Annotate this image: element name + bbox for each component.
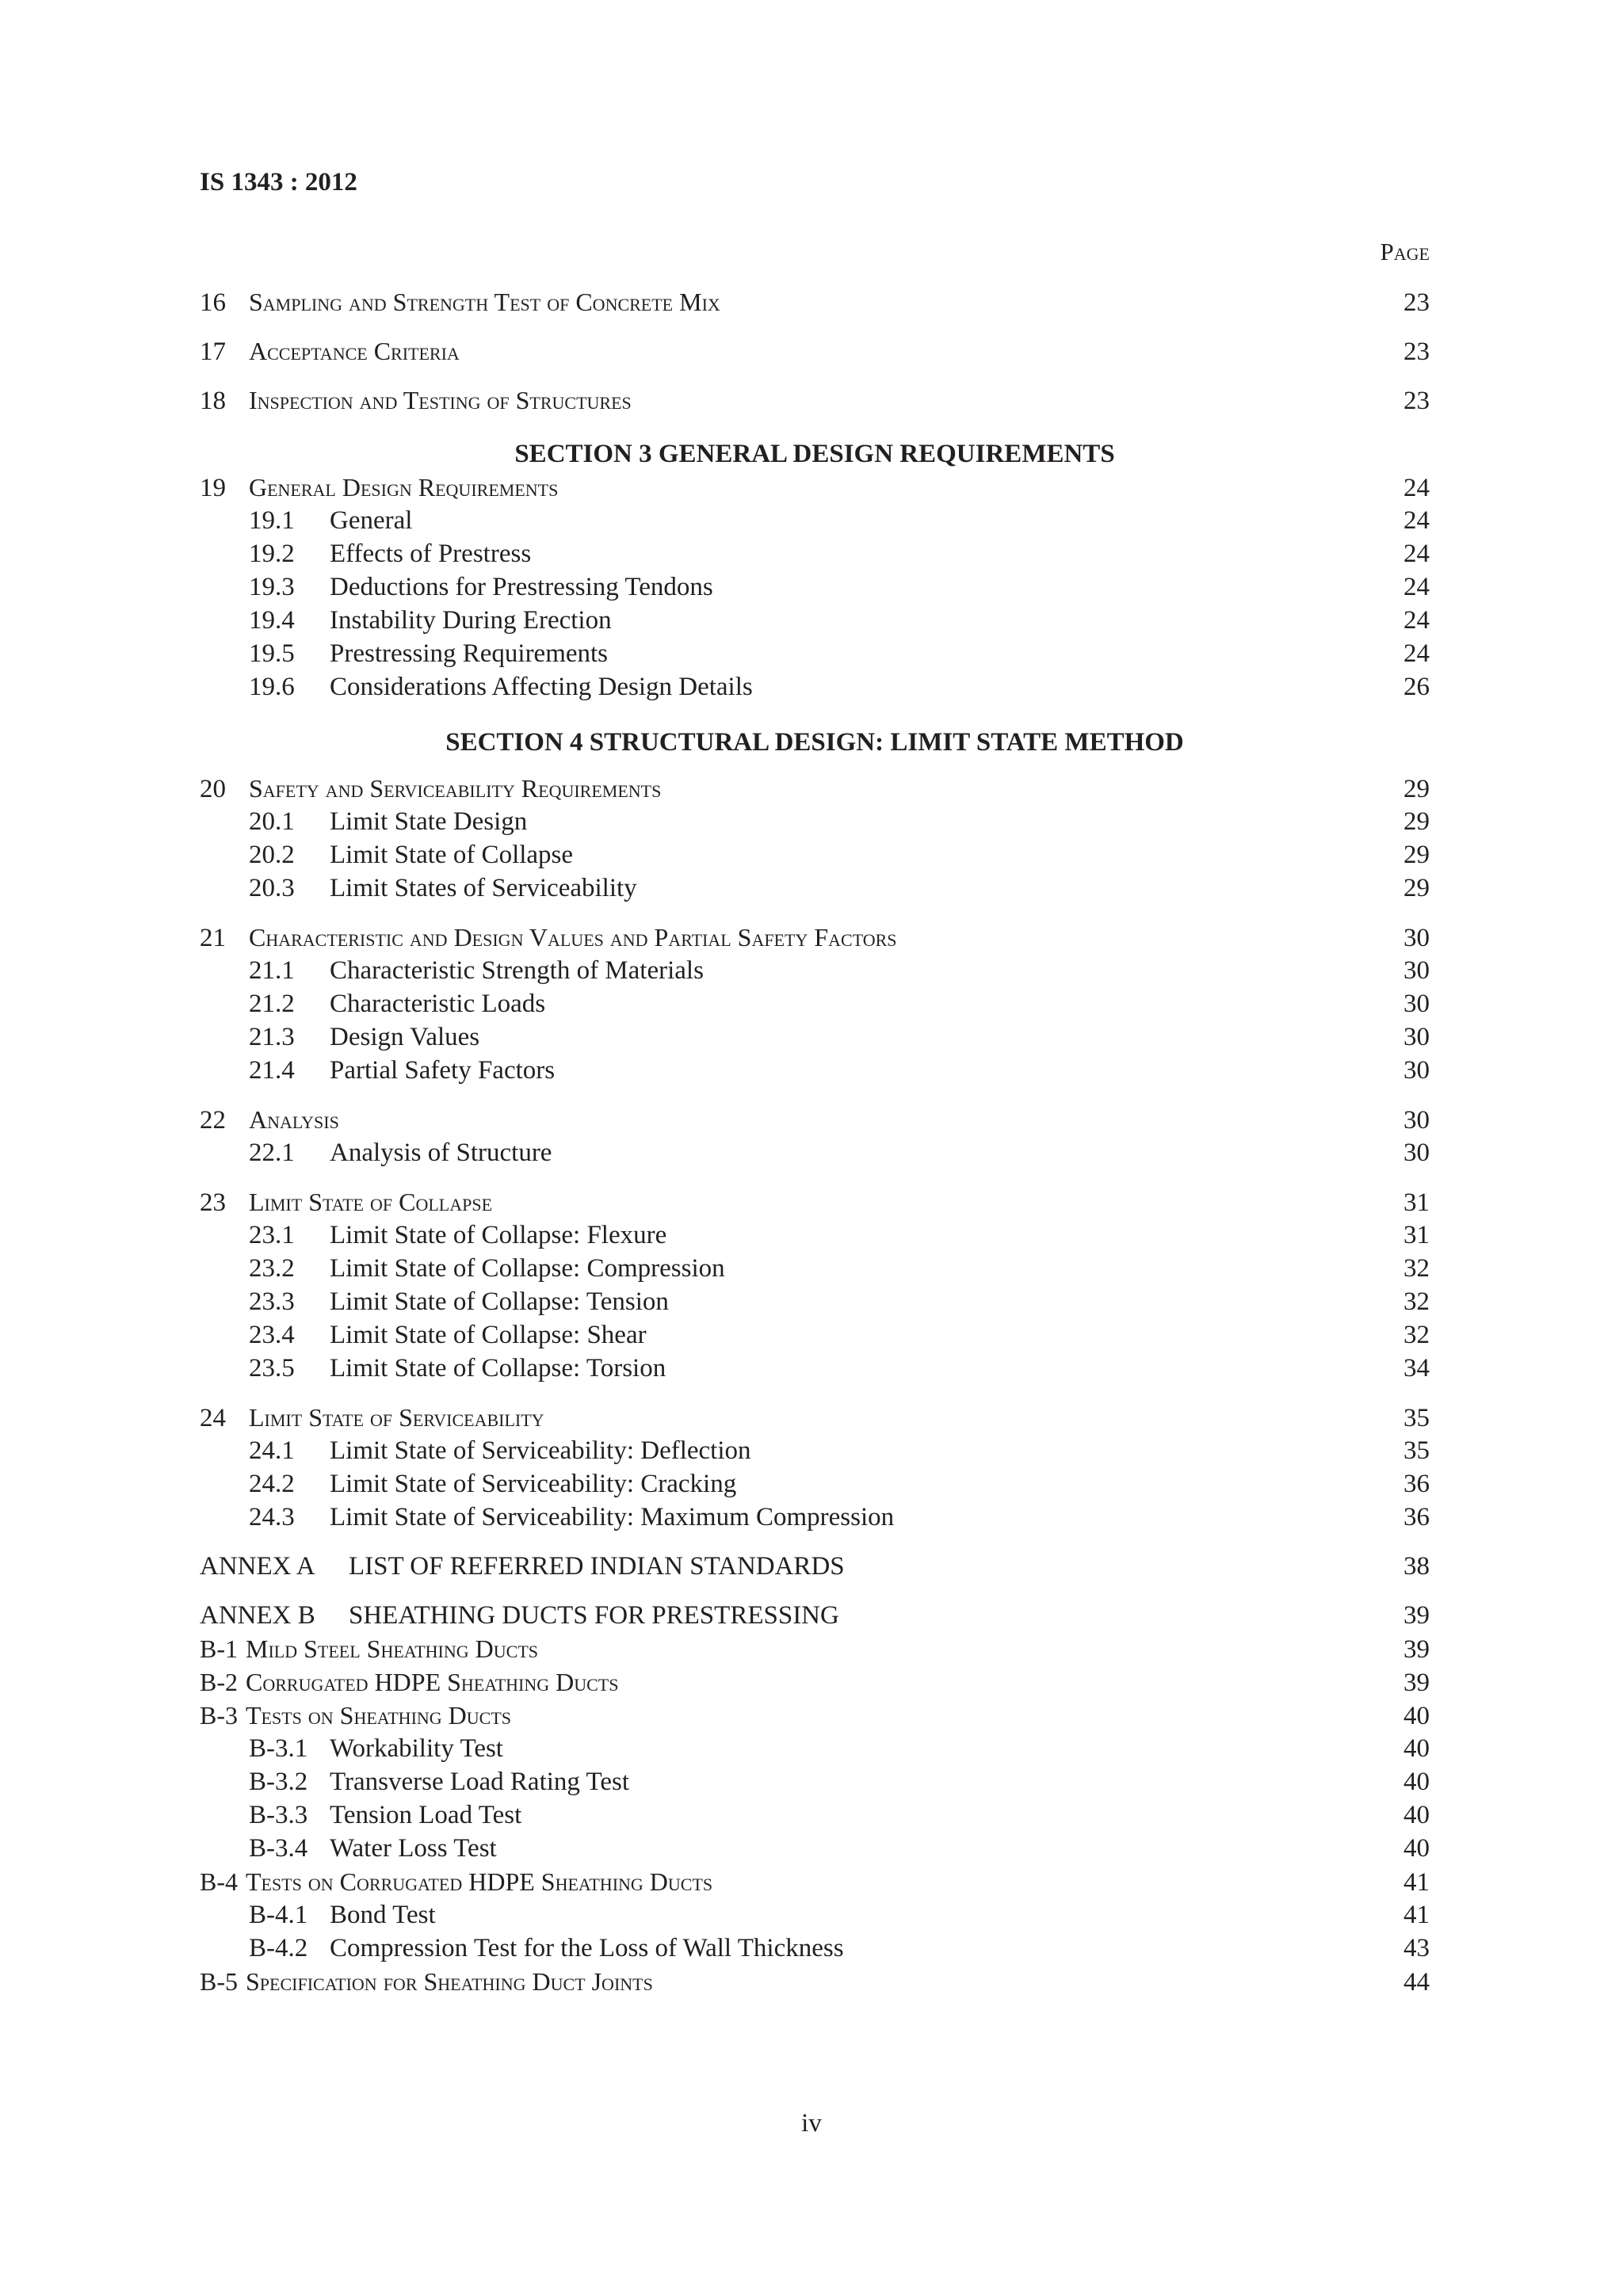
toc-entry-b-4[interactable]	[200, 1865, 1430, 1898]
toc-subentry-21.2[interactable]	[200, 987, 1430, 1020]
subentry-title: Limit State of Serviceability: Cracking	[330, 1470, 737, 1498]
toc-subentry-b-3.3[interactable]	[200, 1798, 1430, 1832]
toc-entry-19[interactable]	[200, 471, 1430, 504]
entry-title: Tests on Corrugated HDPE Sheathing Ducts	[246, 1867, 713, 1896]
subentry-number: 19.1	[249, 506, 295, 535]
toc-annex-b[interactable]	[200, 1599, 1430, 1632]
subentry-title: Limit State of Collapse: Shear	[330, 1321, 647, 1349]
entry-title-group	[200, 1965, 1382, 1998]
toc-subentry-b-4.2[interactable]	[200, 1932, 1430, 1965]
subentry-number: 22.1	[249, 1138, 295, 1167]
subentry-number: B-3.2	[249, 1768, 308, 1796]
entry-number: B-1	[200, 1634, 238, 1663]
toc-entry-b-1[interactable]	[200, 1632, 1430, 1665]
subentry-title: Water Loss Test	[330, 1834, 497, 1863]
subentry-number: 19.3	[249, 573, 295, 601]
entry-page: 34	[1403, 1354, 1430, 1383]
entry-page: 24	[1403, 639, 1430, 668]
annex-title: SHEATHING DUCTS FOR PRESTRESSING	[349, 1601, 839, 1630]
subentry-number: 21.3	[249, 1023, 295, 1051]
entry-page: 31	[1403, 1221, 1430, 1249]
subentry-number: 20.1	[249, 807, 295, 836]
toc-subentry-24.3[interactable]	[200, 1501, 1430, 1534]
toc-entry-16[interactable]	[200, 285, 1430, 318]
subentry-number: 24.3	[249, 1503, 295, 1531]
entry-page: 41	[1403, 1868, 1430, 1897]
subentry-title: Effects of Prestress	[330, 540, 532, 568]
toc-entry-23[interactable]	[200, 1185, 1430, 1219]
entry-title: Limit State of Collapse	[249, 1188, 493, 1216]
annex-label: ANNEX B	[200, 1601, 315, 1630]
entry-number: B-3	[200, 1701, 238, 1730]
entry-page: 29	[1403, 874, 1430, 902]
entry-number: 23	[200, 1188, 226, 1217]
subentry-number: 19.6	[249, 673, 295, 701]
subentry-title: Limit State Design	[330, 807, 528, 836]
subentry-title: Limit State of Serviceability: Deflection	[330, 1436, 751, 1465]
entry-title-group	[200, 1665, 1382, 1699]
page-column-label: Page	[1380, 238, 1430, 265]
entry-page: 29	[1403, 775, 1430, 803]
toc-subentry-21.1[interactable]	[200, 954, 1430, 987]
toc-subentry-19.5[interactable]	[200, 637, 1430, 670]
entry-page: 24	[1403, 506, 1430, 535]
subentry-title: Considerations Affecting Design Details	[330, 673, 753, 701]
table-of-contents	[200, 285, 1430, 1998]
toc-subentry-21.4[interactable]	[200, 1054, 1430, 1087]
entry-title: Tests on Sheathing Ducts	[246, 1701, 512, 1730]
toc-subentry-b-3.1[interactable]	[200, 1732, 1430, 1765]
entry-page: 36	[1403, 1470, 1430, 1498]
section-heading: SECTION 3 GENERAL DESIGN REQUIREMENTS	[514, 440, 1115, 468]
entry-page: 41	[1403, 1901, 1430, 1929]
subentry-number: B-4.2	[249, 1934, 308, 1962]
entry-title: Limit State of Serviceability	[249, 1403, 544, 1432]
entry-page: 23	[1403, 338, 1430, 366]
entry-page: 30	[1403, 1056, 1430, 1085]
subentry-number: 21.1	[249, 956, 295, 985]
subentry-title: Limit States of Serviceability	[330, 874, 637, 902]
entry-page: 32	[1403, 1287, 1430, 1316]
entry-page: 32	[1403, 1321, 1430, 1349]
entry-number: 18	[200, 387, 226, 415]
toc-subentry-20.2[interactable]	[200, 838, 1430, 871]
subentry-number: B-4.1	[249, 1901, 308, 1929]
entry-page: 40	[1403, 1801, 1430, 1829]
subentry-number: 24.1	[249, 1436, 295, 1465]
document-code: IS 1343 : 2012	[200, 168, 357, 196]
entry-page: 30	[1403, 924, 1430, 952]
entry-page: 23	[1403, 288, 1430, 317]
entry-page: 39	[1403, 1669, 1430, 1697]
subentry-number: 19.4	[249, 606, 295, 635]
section-heading: SECTION 4 STRUCTURAL DESIGN: LIMIT STATE METHOD	[445, 728, 1184, 757]
entry-number: 24	[200, 1404, 226, 1432]
subentry-number: 24.2	[249, 1470, 295, 1498]
subentry-title: Limit State of Serviceability: Maximum Compression	[330, 1503, 895, 1531]
subentry-number: 23.2	[249, 1254, 295, 1283]
subentry-title: Transverse Load Rating Test	[330, 1768, 630, 1796]
subentry-number: 19.2	[249, 540, 295, 568]
subentry-title: Prestressing Requirements	[330, 639, 609, 668]
toc-subentry-19.4[interactable]	[200, 604, 1430, 637]
toc-subentry-19.6[interactable]	[200, 670, 1430, 704]
entry-page: 35	[1403, 1436, 1430, 1465]
entry-page: 24	[1403, 540, 1430, 568]
toc-entry-21[interactable]	[200, 921, 1430, 954]
subentry-number: 21.2	[249, 990, 295, 1018]
subentry-title: Limit State of Collapse: Torsion	[330, 1354, 666, 1383]
toc-entry-22[interactable]	[200, 1103, 1430, 1136]
section-4-entries	[200, 772, 1430, 1534]
subentry-title: Instability During Erection	[330, 606, 612, 635]
toc-subentry-23.1[interactable]	[200, 1219, 1430, 1252]
subentry-title: Characteristic Strength of Materials	[330, 956, 704, 985]
subentry-number: 19.5	[249, 639, 295, 668]
entry-page: 29	[1403, 807, 1430, 836]
toc-subentry-21.3[interactable]	[200, 1020, 1430, 1054]
subentry-title: Deductions for Prestressing Tendons	[330, 573, 713, 601]
subentry-title: Bond Test	[330, 1901, 436, 1929]
entry-number: B-4	[200, 1867, 238, 1896]
toc-entry-24[interactable]	[200, 1401, 1430, 1434]
entry-title-group	[200, 1632, 1382, 1665]
toc-subentry-23.3[interactable]	[200, 1285, 1430, 1318]
entry-page: 30	[1403, 1106, 1430, 1135]
entry-page: 39	[1403, 1601, 1430, 1630]
subentry-number: B-3.4	[249, 1834, 308, 1863]
entry-page: 43	[1403, 1934, 1430, 1962]
entry-title: Mild Steel Sheathing Ducts	[246, 1634, 539, 1663]
annex-title: LIST OF REFERRED INDIAN STANDARDS	[349, 1552, 845, 1581]
toc-subentry-20.3[interactable]	[200, 871, 1430, 905]
subentry-title: Partial Safety Factors	[330, 1056, 556, 1085]
entry-page: 26	[1403, 673, 1430, 701]
subentry-number: 23.5	[249, 1354, 295, 1383]
toc-subentry-19.3[interactable]	[200, 570, 1430, 604]
entry-page: 35	[1403, 1404, 1430, 1432]
entry-page: 40	[1403, 1768, 1430, 1796]
toc-subentry-22.1[interactable]	[200, 1136, 1430, 1169]
entry-number: 16	[200, 288, 226, 317]
toc-subentry-24.1[interactable]	[200, 1434, 1430, 1467]
annex-b-entries	[200, 1632, 1430, 1998]
toc-subentry-b-4.1[interactable]	[200, 1898, 1430, 1932]
subentry-number: 20.2	[249, 841, 295, 869]
entry-number: B-5	[200, 1967, 238, 1996]
entry-page: 40	[1403, 1734, 1430, 1763]
entry-page: 36	[1403, 1503, 1430, 1531]
entry-page: 24	[1403, 606, 1430, 635]
subentry-number: B-3.3	[249, 1801, 308, 1829]
subentry-title: Analysis of Structure	[330, 1138, 552, 1167]
entry-title: Characteristic and Design Values and Partial Safety Factors	[249, 923, 897, 952]
subentry-number: 23.1	[249, 1221, 295, 1249]
subentry-title: Design Values	[330, 1023, 480, 1051]
entry-page: 44	[1403, 1968, 1430, 1997]
subentry-title: General	[330, 506, 413, 535]
entry-title: Analysis	[249, 1105, 339, 1134]
toc-entry-b-3[interactable]	[200, 1699, 1430, 1732]
toc-subentry-23.4[interactable]	[200, 1318, 1430, 1352]
entry-number: 17	[200, 338, 226, 366]
toc-entry-18[interactable]	[200, 383, 1430, 417]
page-number: iv	[801, 2109, 822, 2138]
entry-page: 24	[1403, 474, 1430, 502]
subentry-title: Tension Load Test	[330, 1801, 522, 1829]
entry-page: 24	[1403, 573, 1430, 601]
toc-subentry-b-3.2[interactable]	[200, 1765, 1430, 1798]
toc-subentry-20.1[interactable]	[200, 805, 1430, 838]
entry-title: General Design Requirements	[249, 473, 559, 502]
subentry-title: Workability Test	[330, 1734, 503, 1763]
entry-page: 29	[1403, 841, 1430, 869]
entry-number: 20	[200, 775, 226, 803]
subentry-number: 23.3	[249, 1287, 295, 1316]
toc-subentry-23.5[interactable]	[200, 1352, 1430, 1385]
entry-number: B-2	[200, 1668, 238, 1696]
entry-page: 39	[1403, 1635, 1430, 1664]
toc-subentry-b-3.4[interactable]	[200, 1832, 1430, 1865]
entry-title: Safety and Serviceability Requirements	[249, 774, 662, 803]
toc-subentry-24.2[interactable]	[200, 1467, 1430, 1501]
subentry-title: Characteristic Loads	[330, 990, 546, 1018]
entry-page: 30	[1403, 956, 1430, 985]
entry-title-group	[200, 1699, 1382, 1732]
entry-page: 40	[1403, 1834, 1430, 1863]
entry-page: 23	[1403, 387, 1430, 415]
toc-subentry-19.2[interactable]	[200, 537, 1430, 570]
entry-page: 31	[1403, 1188, 1430, 1217]
entry-title-group	[200, 1865, 1382, 1898]
toc-entry-20[interactable]	[200, 772, 1430, 805]
toc-entry-b-2[interactable]	[200, 1665, 1430, 1699]
toc-subentry-19.1[interactable]	[200, 504, 1430, 537]
entry-title: Corrugated HDPE Sheathing Ducts	[246, 1668, 619, 1696]
subentry-title: Limit State of Collapse	[330, 841, 574, 869]
entry-number: 21	[200, 924, 226, 952]
section-3-entries	[200, 471, 1430, 704]
entry-page: 30	[1403, 1138, 1430, 1167]
subentry-title: Limit State of Collapse: Tension	[330, 1287, 669, 1316]
entry-number: 22	[200, 1106, 226, 1135]
subentry-number: 21.4	[249, 1056, 295, 1085]
subentry-number: 20.3	[249, 874, 295, 902]
entry-title: Specification for Sheathing Duct Joints	[246, 1967, 653, 1996]
subentry-number: 23.4	[249, 1321, 295, 1349]
entry-page: 38	[1403, 1552, 1430, 1581]
entry-title: Sampling and Strength Test of Concrete Mix	[249, 288, 720, 316]
subentry-title: Compression Test for the Loss of Wall Thickness	[330, 1934, 844, 1962]
entry-title: Acceptance Criteria	[249, 337, 460, 365]
toc-entry-17[interactable]	[200, 334, 1430, 368]
annex-label: ANNEX A	[200, 1552, 315, 1581]
entry-number: 19	[200, 474, 226, 502]
toc-entry-b-5[interactable]	[200, 1965, 1430, 1998]
entry-page: 40	[1403, 1702, 1430, 1730]
entry-title: Inspection and Testing of Structures	[249, 386, 632, 414]
entry-page: 30	[1403, 1023, 1430, 1051]
subentry-title: Limit State of Collapse: Compression	[330, 1254, 725, 1283]
entry-page: 32	[1403, 1254, 1430, 1283]
subentry-number: B-3.1	[249, 1734, 308, 1763]
subentry-title: Limit State of Collapse: Flexure	[330, 1221, 667, 1249]
toc-annex-a[interactable]	[200, 1550, 1430, 1583]
toc-subentry-23.2[interactable]	[200, 1252, 1430, 1285]
entry-page: 30	[1403, 990, 1430, 1018]
